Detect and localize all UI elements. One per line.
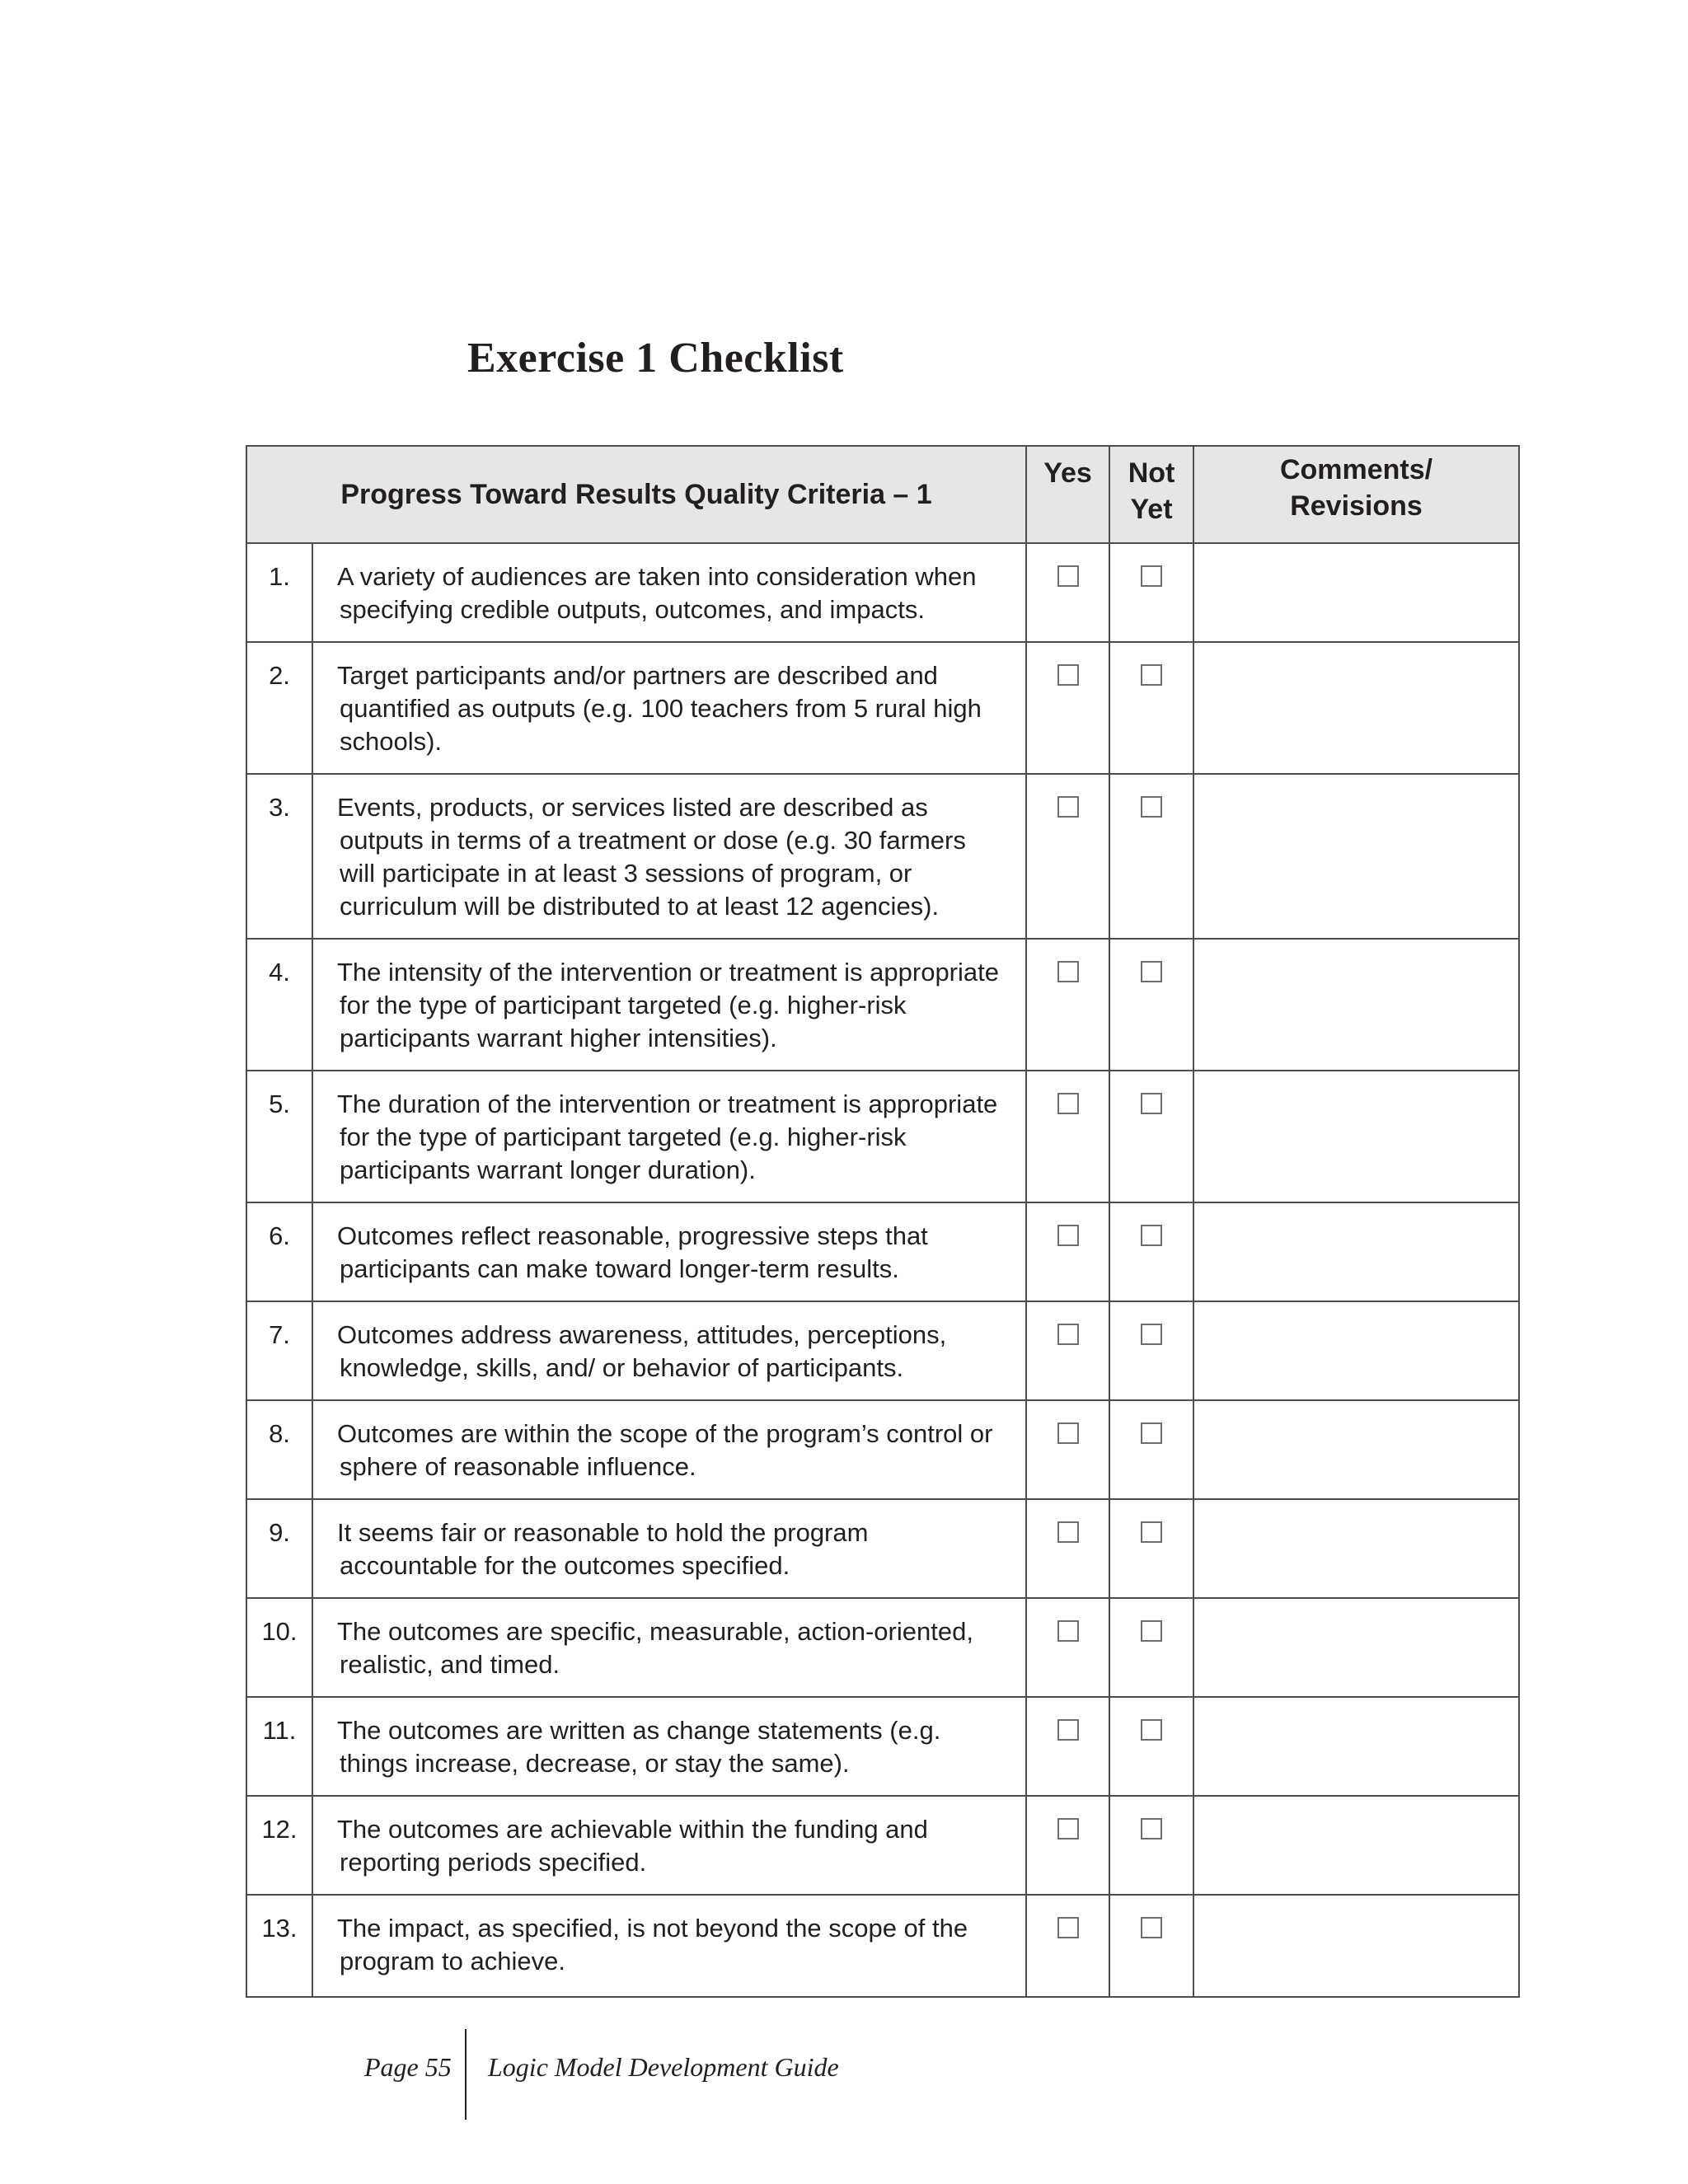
criterion-number: 3.	[246, 774, 312, 939]
criterion-text: It seems fair or reasonable to hold the program accountable for the outcomes specified.	[337, 1518, 869, 1580]
not-yet-checkbox[interactable]	[1141, 1093, 1162, 1114]
comments-cell[interactable]	[1193, 543, 1519, 642]
criteria-column-header: Progress Toward Results Quality Criteria – 1	[246, 446, 1026, 543]
comments-column-header	[1193, 446, 1519, 543]
criterion-cell	[312, 1202, 1026, 1301]
yes-checkbox[interactable]	[1057, 796, 1079, 818]
criterion-number: 10.	[246, 1598, 312, 1697]
yes-cell	[1026, 1400, 1109, 1499]
not-yet-cell	[1109, 642, 1193, 774]
not-yet-column-header	[1109, 446, 1193, 543]
not-yet-checkbox[interactable]	[1141, 565, 1162, 587]
criterion-text: The outcomes are specific, measurable, action-oriented, realistic, and timed.	[337, 1617, 973, 1679]
not-yet-checkbox[interactable]	[1141, 1719, 1162, 1741]
criterion-number: 11.	[246, 1697, 312, 1796]
not-yet-checkbox[interactable]	[1141, 1225, 1162, 1246]
criterion-text: The impact, as specified, is not beyond the scope of the program to achieve.	[337, 1914, 968, 1975]
table-row	[246, 543, 1519, 642]
yes-cell	[1026, 543, 1109, 642]
criterion-number: 12.	[246, 1796, 312, 1895]
yes-cell	[1026, 1895, 1109, 1997]
criterion-number: 5.	[246, 1071, 312, 1202]
yes-checkbox[interactable]	[1057, 664, 1079, 686]
yes-cell	[1026, 1697, 1109, 1796]
yes-checkbox[interactable]	[1057, 565, 1079, 587]
table-row	[246, 1697, 1519, 1796]
table-row	[246, 1895, 1519, 1997]
yes-cell	[1026, 1071, 1109, 1202]
yes-cell	[1026, 1598, 1109, 1697]
criterion-number: 7.	[246, 1301, 312, 1400]
comments-cell[interactable]	[1193, 642, 1519, 774]
yes-checkbox[interactable]	[1057, 961, 1079, 982]
criterion-text: The outcomes are written as change statements (e.g. things increase, decrease, or stay the same).	[337, 1716, 941, 1778]
table-row	[246, 1071, 1519, 1202]
comments-cell[interactable]	[1193, 1400, 1519, 1499]
yes-cell	[1026, 939, 1109, 1071]
criterion-text: Events, products, or services listed are described as outputs in terms of a treatment or dose (e.g. 30 farmers will participate in at least 3 sessions of program, or curriculum will be distributed to at least 12 agencies).	[337, 793, 966, 921]
yes-checkbox[interactable]	[1057, 1422, 1079, 1444]
not-yet-cell	[1109, 1499, 1193, 1598]
yes-checkbox[interactable]	[1057, 1521, 1079, 1543]
not-yet-cell	[1109, 1400, 1193, 1499]
criterion-cell	[312, 1895, 1026, 1997]
criterion-text: Outcomes reflect reasonable, progressive steps that participants can make toward longer-term results.	[337, 1221, 928, 1283]
criterion-cell	[312, 1697, 1026, 1796]
page-number: Page 55	[364, 2052, 452, 2082]
checklist-body	[246, 543, 1519, 1997]
not-yet-header-line2: Yet	[1130, 494, 1173, 525]
yes-cell	[1026, 1796, 1109, 1895]
not-yet-checkbox[interactable]	[1141, 1620, 1162, 1642]
table-row	[246, 1400, 1519, 1499]
criterion-text: Target participants and/or partners are described and quantified as outputs (e.g. 100 teachers from 5 rural high schools).	[337, 661, 982, 756]
not-yet-checkbox[interactable]	[1141, 1818, 1162, 1840]
criterion-number: 9.	[246, 1499, 312, 1598]
not-yet-checkbox[interactable]	[1141, 1422, 1162, 1444]
criterion-cell	[312, 1071, 1026, 1202]
yes-checkbox[interactable]	[1057, 1324, 1079, 1345]
not-yet-cell	[1109, 1796, 1193, 1895]
criterion-number: 4.	[246, 939, 312, 1071]
table-row	[246, 1796, 1519, 1895]
table-row	[246, 1598, 1519, 1697]
table-row	[246, 939, 1519, 1071]
footer-divider	[465, 2029, 467, 2120]
checklist-table	[246, 445, 1520, 1998]
criterion-text: The outcomes are achievable within the funding and reporting periods specified.	[337, 1815, 928, 1877]
page-title: Exercise 1 Checklist	[467, 335, 844, 382]
not-yet-cell	[1109, 1697, 1193, 1796]
criterion-cell	[312, 543, 1026, 642]
yes-cell	[1026, 1499, 1109, 1598]
comments-cell[interactable]	[1193, 1301, 1519, 1400]
not-yet-checkbox[interactable]	[1141, 664, 1162, 686]
not-yet-checkbox[interactable]	[1141, 1324, 1162, 1345]
criterion-cell	[312, 1301, 1026, 1400]
not-yet-cell	[1109, 939, 1193, 1071]
yes-checkbox[interactable]	[1057, 1917, 1079, 1938]
criterion-cell	[312, 1400, 1026, 1499]
not-yet-cell	[1109, 543, 1193, 642]
not-yet-header-line1: Not	[1128, 457, 1175, 489]
criterion-text: Outcomes are within the scope of the program’s control or sphere of reasonable influence.	[337, 1419, 993, 1481]
yes-column-header: Yes	[1026, 446, 1109, 543]
yes-cell	[1026, 642, 1109, 774]
comments-cell[interactable]	[1193, 1202, 1519, 1301]
yes-checkbox[interactable]	[1057, 1719, 1079, 1741]
not-yet-cell	[1109, 1598, 1193, 1697]
comments-cell[interactable]	[1193, 1796, 1519, 1895]
comments-cell[interactable]	[1193, 1499, 1519, 1598]
criterion-number: 13.	[246, 1895, 312, 1997]
criterion-number: 2.	[246, 642, 312, 774]
yes-checkbox[interactable]	[1057, 1620, 1079, 1642]
comments-cell[interactable]	[1193, 1071, 1519, 1202]
yes-checkbox[interactable]	[1057, 1225, 1079, 1246]
criterion-cell	[312, 1499, 1026, 1598]
comments-cell[interactable]	[1193, 1697, 1519, 1796]
table-row	[246, 1499, 1519, 1598]
not-yet-cell	[1109, 1895, 1193, 1997]
comments-header-line2: Revisions	[1290, 490, 1423, 522]
criterion-cell	[312, 939, 1026, 1071]
yes-cell	[1026, 1202, 1109, 1301]
criterion-cell	[312, 642, 1026, 774]
not-yet-checkbox[interactable]	[1141, 1917, 1162, 1938]
comments-header-line1: Comments/	[1279, 454, 1433, 485]
criterion-text: The duration of the intervention or treatment is appropriate for the type of participant targeted (e.g. higher-risk participants warrant longer duration).	[337, 1090, 998, 1184]
not-yet-cell	[1109, 774, 1193, 939]
not-yet-checkbox[interactable]	[1141, 796, 1162, 818]
criterion-number: 1.	[246, 543, 312, 642]
criterion-text: The intensity of the intervention or treatment is appropriate for the type of participant targeted (e.g. higher-risk participants warrant higher intensities).	[337, 958, 999, 1052]
not-yet-checkbox[interactable]	[1141, 961, 1162, 982]
table-row	[246, 1301, 1519, 1400]
comments-cell[interactable]	[1193, 939, 1519, 1071]
guide-title: Logic Model Development Guide	[488, 2052, 839, 2082]
comments-cell[interactable]	[1193, 1598, 1519, 1697]
criterion-text: A variety of audiences are taken into consideration when specifying credible outputs, outcomes, and impacts.	[337, 562, 977, 624]
criterion-cell	[312, 774, 1026, 939]
table-row	[246, 1202, 1519, 1301]
not-yet-cell	[1109, 1301, 1193, 1400]
yes-cell	[1026, 1301, 1109, 1400]
comments-cell[interactable]	[1193, 1895, 1519, 1997]
yes-checkbox[interactable]	[1057, 1818, 1079, 1840]
yes-cell	[1026, 774, 1109, 939]
criterion-number: 6.	[246, 1202, 312, 1301]
not-yet-cell	[1109, 1202, 1193, 1301]
criterion-cell	[312, 1796, 1026, 1895]
criterion-number: 8.	[246, 1400, 312, 1499]
not-yet-checkbox[interactable]	[1141, 1521, 1162, 1543]
criterion-cell	[312, 1598, 1026, 1697]
table-row	[246, 642, 1519, 774]
table-header-row	[246, 446, 1519, 543]
comments-cell[interactable]	[1193, 774, 1519, 939]
not-yet-cell	[1109, 1071, 1193, 1202]
table-row	[246, 774, 1519, 939]
yes-checkbox[interactable]	[1057, 1093, 1079, 1114]
criterion-text: Outcomes address awareness, attitudes, perceptions, knowledge, skills, and/ or behavior of participants.	[337, 1320, 947, 1382]
